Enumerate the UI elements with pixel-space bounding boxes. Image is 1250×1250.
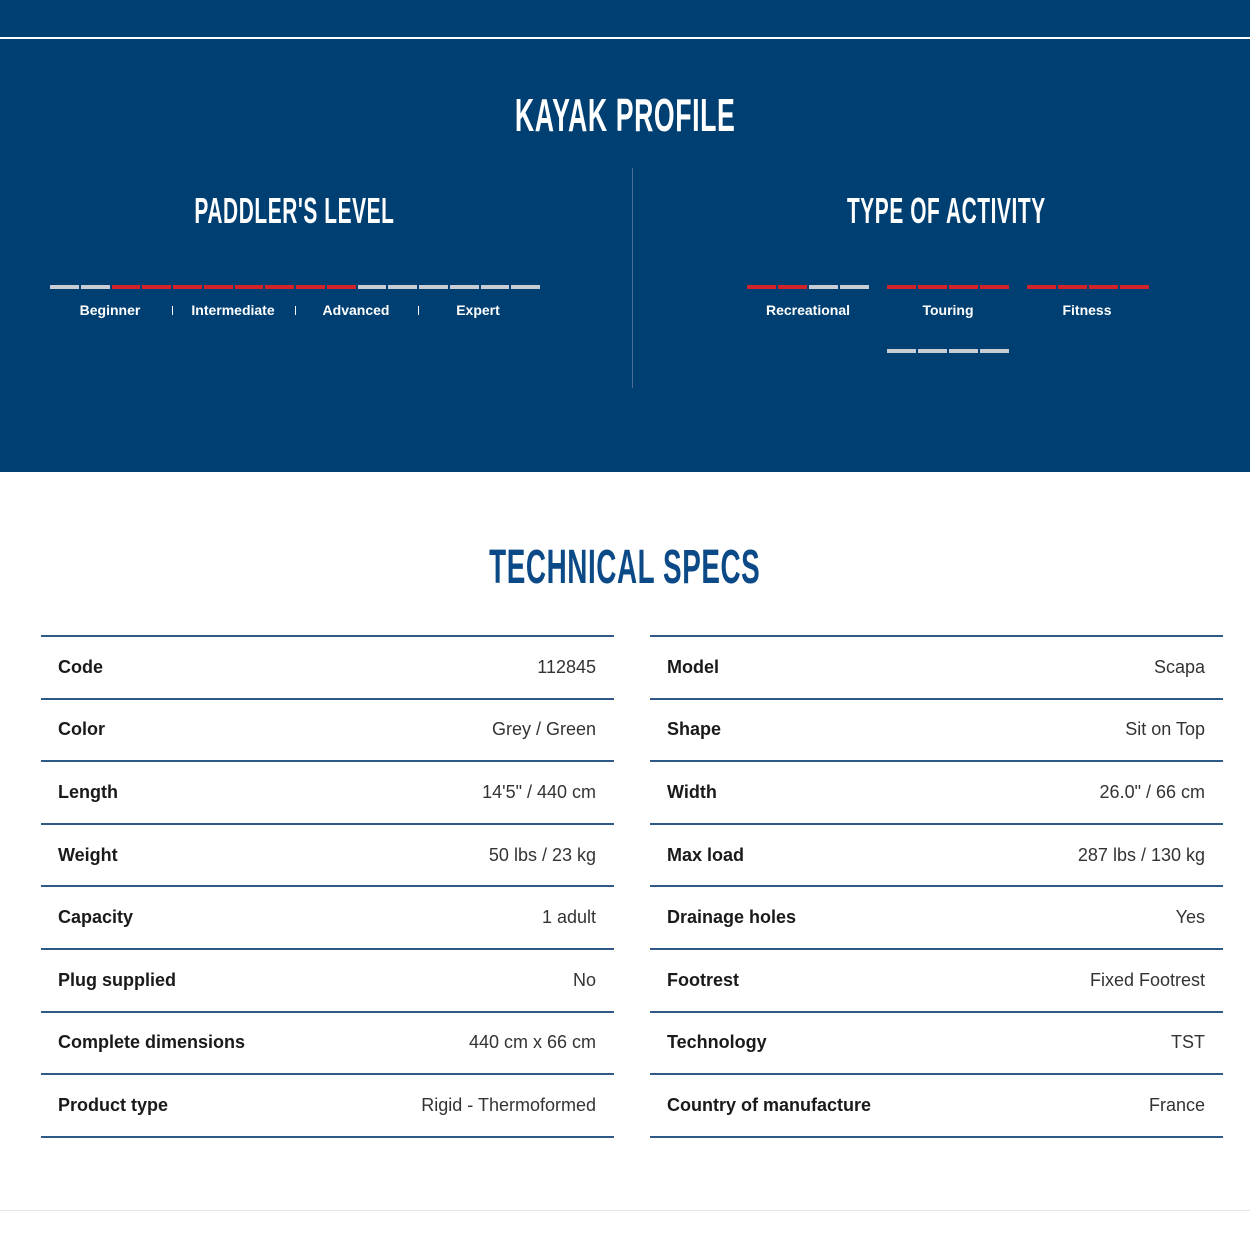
bar-segment [1027, 285, 1056, 289]
spec-row [41, 950, 614, 1013]
spec-row [650, 887, 1223, 950]
level-separator [418, 306, 419, 315]
activity-label-fitness: Fitness [1062, 302, 1112, 318]
level-separator [295, 306, 296, 315]
bottom-rule [0, 1210, 1250, 1211]
spec-value: 50 lbs / 23 kg [488, 844, 596, 865]
spec-key: Color [58, 719, 105, 740]
spec-row [41, 1013, 614, 1076]
spec-row [41, 1075, 614, 1138]
bar-segment [296, 285, 325, 289]
level-label-intermediate: Intermediate [191, 302, 275, 318]
level-label-advanced: Advanced [322, 302, 390, 318]
spec-key: Product type [58, 1094, 169, 1115]
spec-row [650, 700, 1223, 763]
spec-value: 14'5" / 440 cm [482, 781, 596, 802]
bar-segment [481, 285, 510, 289]
bar-segment [840, 285, 869, 289]
spec-value: Grey / Green [491, 719, 596, 740]
bar-segment [235, 285, 264, 289]
spec-row [41, 762, 614, 825]
bar-segment [450, 285, 479, 289]
spec-value: 287 lbs / 130 kg [1077, 844, 1205, 865]
spec-key: Plug supplied [58, 969, 177, 990]
level-separator [172, 306, 173, 315]
spec-key: Model [667, 656, 719, 677]
spec-key: Complete dimensions [58, 1032, 246, 1053]
bar-segment [747, 285, 776, 289]
bar-segment [949, 349, 978, 353]
spec-value: Sit on Top [1125, 719, 1205, 740]
spec-key: Weight [58, 844, 118, 865]
level-label-expert: Expert [456, 302, 500, 318]
spec-key: Shape [667, 719, 722, 740]
spec-key: Length [58, 781, 118, 802]
bar-segment [511, 285, 540, 289]
spec-row [41, 700, 614, 763]
spec-row [41, 887, 614, 950]
spec-value: No [572, 969, 596, 990]
bar-segment [204, 285, 233, 289]
spec-key: Max load [667, 844, 745, 865]
bar-segment [918, 349, 947, 353]
bar-segment [265, 285, 294, 289]
bar-segment [50, 285, 79, 289]
bar-segment [419, 285, 448, 289]
bar-segment [388, 285, 417, 289]
column-divider [632, 168, 633, 388]
spec-row [650, 637, 1223, 700]
spec-value: Rigid - Thermoformed [421, 1094, 596, 1115]
bar-segment [327, 285, 356, 289]
level-label-beginner: Beginner [79, 302, 141, 318]
spec-row [650, 1013, 1223, 1076]
spec-value: 26.0" / 66 cm [1099, 781, 1205, 802]
bar-segment [81, 285, 110, 289]
bar-segment [809, 285, 838, 289]
spec-key: Footrest [667, 969, 739, 990]
spec-key: Technology [667, 1032, 767, 1053]
bar-segment [980, 285, 1009, 289]
spec-value: Scapa [1153, 656, 1205, 677]
bar-segment [358, 285, 387, 289]
bar-segment [918, 285, 947, 289]
bar-segment [887, 349, 916, 353]
bar-segment [1058, 285, 1087, 289]
bar-segment [142, 285, 171, 289]
activity-bar-extra [887, 349, 1009, 353]
bar-segment [112, 285, 141, 289]
spec-key: Drainage holes [667, 907, 797, 928]
spec-row [650, 950, 1223, 1013]
spec-value: Yes [1175, 907, 1205, 928]
kayak-profile-title: KAYAK PROFILE [514, 89, 736, 141]
spec-key: Width [667, 781, 717, 802]
specs-table-right [650, 635, 1223, 1138]
paddlers-level-title: PADDLER'S LEVEL [193, 190, 395, 231]
spec-value: 1 adult [541, 907, 596, 928]
bar-segment [173, 285, 202, 289]
spec-value: 440 cm x 66 cm [468, 1032, 596, 1053]
bar-segment [1089, 285, 1118, 289]
bar-segment [887, 285, 916, 289]
technical-specs-title: TECHNICAL SPECS [489, 541, 761, 594]
spec-key: Country of manufacture [667, 1094, 872, 1115]
bar-segment [778, 285, 807, 289]
spec-row [41, 637, 614, 700]
activity-label-recreational: Recreational [765, 302, 851, 318]
spec-value: TST [1171, 1032, 1205, 1053]
spec-row [650, 762, 1223, 825]
activity-bar-touring [887, 285, 1009, 289]
type-of-activity-title: TYPE OF ACTIVITY [846, 190, 1046, 231]
activity-bar-recreational [747, 285, 869, 289]
spec-row [650, 1075, 1223, 1138]
spec-key: Capacity [58, 907, 134, 928]
bar-segment [949, 285, 978, 289]
spec-value: 112845 [537, 656, 596, 677]
spec-key: Code [58, 656, 103, 677]
top-rule [0, 37, 1250, 39]
activity-label-touring: Touring [922, 302, 974, 318]
paddlers-level-bar [50, 285, 540, 289]
specs-table-left [41, 635, 614, 1138]
bar-segment [1120, 285, 1149, 289]
bar-segment [980, 349, 1009, 353]
spec-value: Fixed Footrest [1089, 969, 1205, 990]
spec-row [41, 825, 614, 888]
spec-row [650, 825, 1223, 888]
kayak-profile-section [0, 0, 1250, 472]
spec-value: France [1148, 1094, 1205, 1115]
activity-bar-fitness [1027, 285, 1149, 289]
